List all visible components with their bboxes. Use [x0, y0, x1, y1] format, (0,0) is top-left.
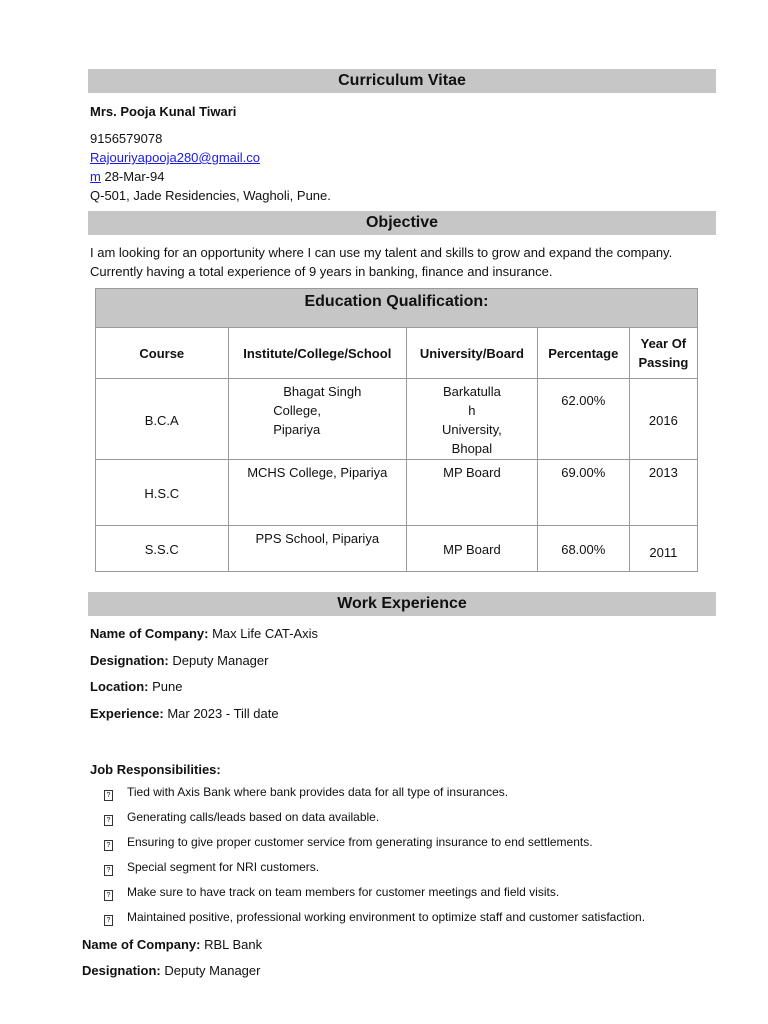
- cv-title-bar: [88, 69, 716, 93]
- responsibility-text: Make sure to have track on team members for customer meetings and field visits.: [127, 885, 560, 899]
- list-item: [104, 908, 645, 933]
- company-label: Name of Company:: [90, 626, 209, 641]
- job1-company-line: [90, 624, 318, 643]
- email-link[interactable]: Rajouriyapooja280@gmail.co: [90, 150, 261, 165]
- percentage-cell: 62.00%: [537, 379, 629, 460]
- university-cell: MP Board: [407, 526, 538, 572]
- education-heading: Education Qualification:: [96, 289, 698, 328]
- designation-label: Designation:: [82, 963, 161, 978]
- institute-line: Pipariya: [273, 422, 321, 437]
- responsibility-text: Maintained positive, professional working environment to optimize staff and customer satisfaction.: [127, 910, 646, 924]
- responsibility-text: Tied with Axis Bank where bank provides data for all type of insurances.: [127, 785, 509, 799]
- list-item: [104, 833, 645, 858]
- year-cell: 2011: [629, 526, 697, 572]
- percentage-cell: 69.00%: [537, 460, 629, 526]
- institute-line: College,: [273, 403, 321, 418]
- list-item: [104, 783, 645, 808]
- bullet-icon: ?: [104, 840, 113, 851]
- university-line: Barkatulla: [443, 384, 501, 399]
- job1-designation-line: [90, 651, 268, 670]
- work-heading: Work Experience: [337, 595, 467, 612]
- job1-company: Max Life CAT-Axis: [212, 626, 319, 641]
- bullet-icon: ?: [104, 915, 113, 926]
- institute-lines: [273, 382, 361, 439]
- list-item: [104, 883, 645, 908]
- job1-location-line: [90, 677, 183, 696]
- university-cell: MP Board: [407, 460, 538, 526]
- institute-cell: MCHS College, Pipariya: [228, 460, 407, 526]
- job1-experience: Mar 2023 - Till date: [167, 706, 279, 721]
- column-header-percentage: Percentage: [537, 328, 629, 379]
- bullet-icon: ?: [104, 890, 113, 901]
- job2-designation-line: [82, 961, 260, 980]
- bullet-icon: ?: [104, 865, 113, 876]
- column-header-course: Course: [96, 328, 229, 379]
- bullet-icon: ?: [104, 790, 113, 801]
- course-cell: H.S.C: [96, 460, 229, 526]
- percentage-cell: 68.00%: [537, 526, 629, 572]
- year-cell: 2016: [629, 379, 697, 460]
- email-link-tail[interactable]: m: [90, 169, 101, 184]
- job2-designation: Deputy Manager: [164, 963, 261, 978]
- year-cell: 2013: [629, 460, 697, 526]
- university-line: h: [468, 403, 476, 418]
- dob-line: [90, 167, 164, 186]
- education-header-row: [96, 328, 698, 379]
- responsibility-text: Special segment for NRI customers.: [127, 860, 320, 874]
- course-cell: B.C.A: [96, 379, 229, 460]
- university-cell: [407, 379, 538, 460]
- job2-company: RBL Bank: [204, 937, 263, 952]
- responsibilities-list: [104, 783, 645, 933]
- column-header-year: Year Of Passing: [629, 328, 697, 379]
- job2-company-line: [82, 935, 262, 954]
- table-row: [96, 526, 698, 572]
- location-label: Location:: [90, 679, 149, 694]
- address: Q-501, Jade Residencies, Wagholi, Pune.: [90, 188, 331, 203]
- institute-cell: [228, 379, 407, 460]
- responsibilities-heading: Job Responsibilities:: [90, 762, 221, 777]
- candidate-name: Mrs. Pooja Kunal Tiwari: [90, 104, 237, 119]
- objective-heading-bar: [88, 211, 716, 235]
- education-table: [95, 288, 698, 572]
- university-line: Bhopal: [451, 441, 493, 456]
- institute-cell: PPS School, Pipariya: [228, 526, 407, 572]
- company-label: Name of Company:: [82, 937, 201, 952]
- bullet-icon: ?: [104, 815, 113, 826]
- course-cell: S.S.C: [96, 526, 229, 572]
- designation-label: Designation:: [90, 653, 169, 668]
- experience-label: Experience:: [90, 706, 164, 721]
- institute-line: Bhagat Singh: [283, 384, 362, 399]
- responsibility-text: Ensuring to give proper customer service from generating insurance to end settlements.: [127, 835, 593, 849]
- date-of-birth: 28-Mar-94: [104, 169, 165, 184]
- column-header-institute: Institute/College/School: [228, 328, 407, 379]
- responsibility-text: Generating calls/leads based on data available.: [127, 810, 380, 824]
- objective-text: I am looking for an opportunity where I can use my talent and skills to grow and expand the company. Currently having a total experience of 9 years in banking, finance and insurance.: [90, 245, 673, 279]
- job1-designation: Deputy Manager: [172, 653, 269, 668]
- job1-experience-line: [90, 704, 279, 723]
- work-heading-bar: [88, 592, 716, 616]
- objective-heading: Objective: [365, 214, 439, 231]
- university-line: University,: [442, 422, 502, 437]
- table-row: [96, 379, 698, 460]
- list-item: [104, 858, 645, 883]
- job1-location: Pune: [152, 679, 183, 694]
- list-item: [104, 808, 645, 833]
- phone-number: 9156579078: [90, 131, 163, 146]
- column-header-university: University/Board: [407, 328, 538, 379]
- cv-title: Curriculum Vitae: [338, 72, 466, 89]
- table-row: [96, 460, 698, 526]
